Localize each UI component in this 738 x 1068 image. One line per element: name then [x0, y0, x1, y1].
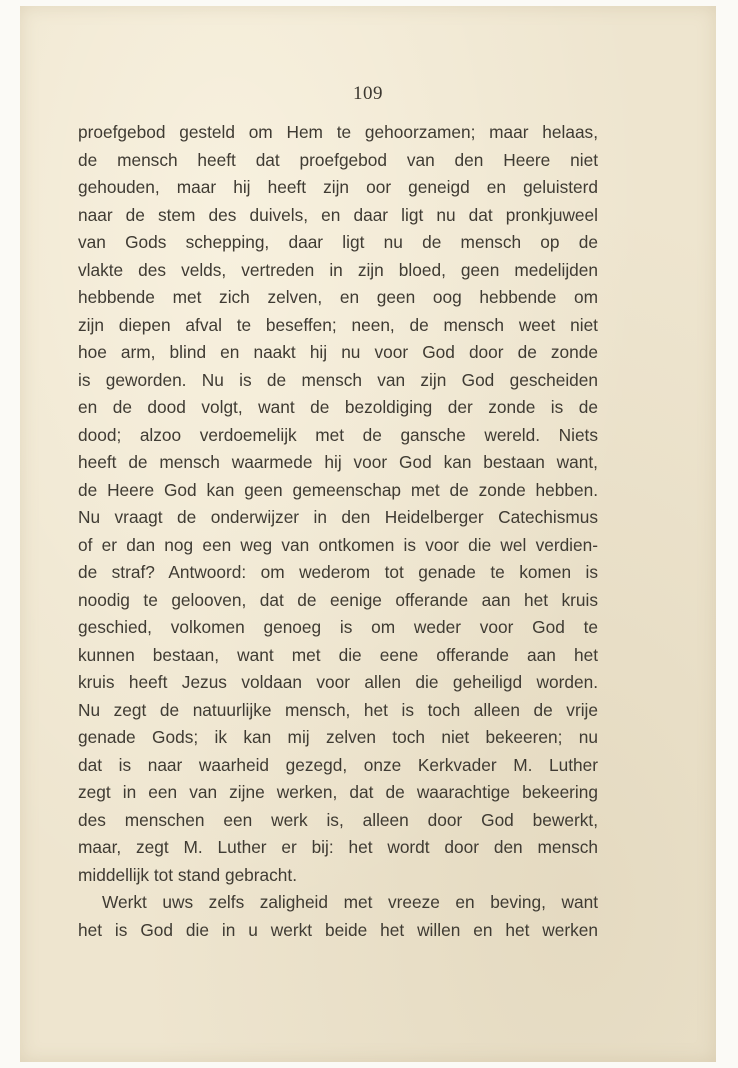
text-line: naar de stem des duivels, en daar ligt nu dat pronkjuweel	[78, 204, 598, 225]
text-line: van Gods schepping, daar ligt nu de mensch op de	[78, 232, 598, 252]
text-line: maar, zegt M. Luther er bij: het wordt door den mensch	[78, 837, 598, 857]
text-line: Werkt uws zelfs zaligheid met vreeze en beving, want	[102, 892, 598, 912]
text-line: kunnen bestaan, want met die eene offerande aan het	[78, 644, 598, 665]
text-line: zegt in een van zijne werken, dat de waarachtige bekeering	[78, 782, 598, 802]
text-line: genade Gods; ik kan mij zelven toch niet bekeeren; nu	[78, 727, 598, 747]
text-line: kruis heeft Jezus voldaan voor allen die geheiligd worden.	[78, 672, 598, 692]
text-line: Nu vraagt de onderwijzer in den Heidelberger Catechismus	[78, 507, 598, 527]
text-line: dood; alzoo verdoemelijk met de gansche wereld. Niets	[78, 424, 598, 445]
text-line: hebbende met zich zelven, en geen oog hebbende om	[78, 287, 598, 307]
text-line: is geworden. Nu is de mensch van zijn God gescheiden	[78, 369, 598, 390]
text-line: de mensch heeft dat proefgebod van den Heere niet	[78, 149, 598, 170]
text-line: middellijk tot stand gebracht.	[78, 864, 298, 885]
text-line: het is God die in u werkt beide het willen en het werken	[78, 919, 598, 940]
text-line: zijn diepen afval te beseffen; neen, de mensch weet niet	[78, 314, 598, 335]
page-number: 109	[353, 83, 383, 104]
text-line: gehouden, maar hij heeft zijn oor geneigd en geluisterd	[78, 177, 598, 197]
text-line: of er dan nog een weg van ontkomen is voor die wel verdien-	[78, 534, 598, 555]
text-line: heeft de mensch waarmede hij voor God kan bestaan want,	[78, 452, 598, 472]
text-line: vlakte des velds, vertreden in zijn bloed, geen medelijden	[78, 259, 598, 280]
text-line: en de dood volgt, want de bezoldiging der zonde is de	[78, 397, 598, 417]
text-line: Nu zegt de natuurlijke mensch, het is toch alleen de vrije	[78, 699, 598, 720]
text-line: des menschen een werk is, alleen door God bewerkt,	[78, 809, 598, 830]
text-line: proefgebod gesteld om Hem te gehoorzamen; maar helaas,	[78, 122, 598, 142]
book-page	[20, 6, 716, 1062]
text-line: dat is naar waarheid gezegd, onze Kerkvader M. Luther	[78, 754, 598, 775]
text-line: de straf? Antwoord: om wederom tot genade te komen is	[78, 562, 598, 582]
text-line: geschied, volkomen genoeg is om weder voor God te	[78, 617, 598, 637]
text-line: hoe arm, blind en naakt hij nu voor God door de zonde	[78, 342, 598, 362]
text-line: de Heere God kan geen gemeenschap met de zonde hebben.	[78, 479, 598, 500]
text-line: noodig te gelooven, dat de eenige offerande aan het kruis	[78, 589, 598, 610]
body-text	[78, 119, 598, 944]
